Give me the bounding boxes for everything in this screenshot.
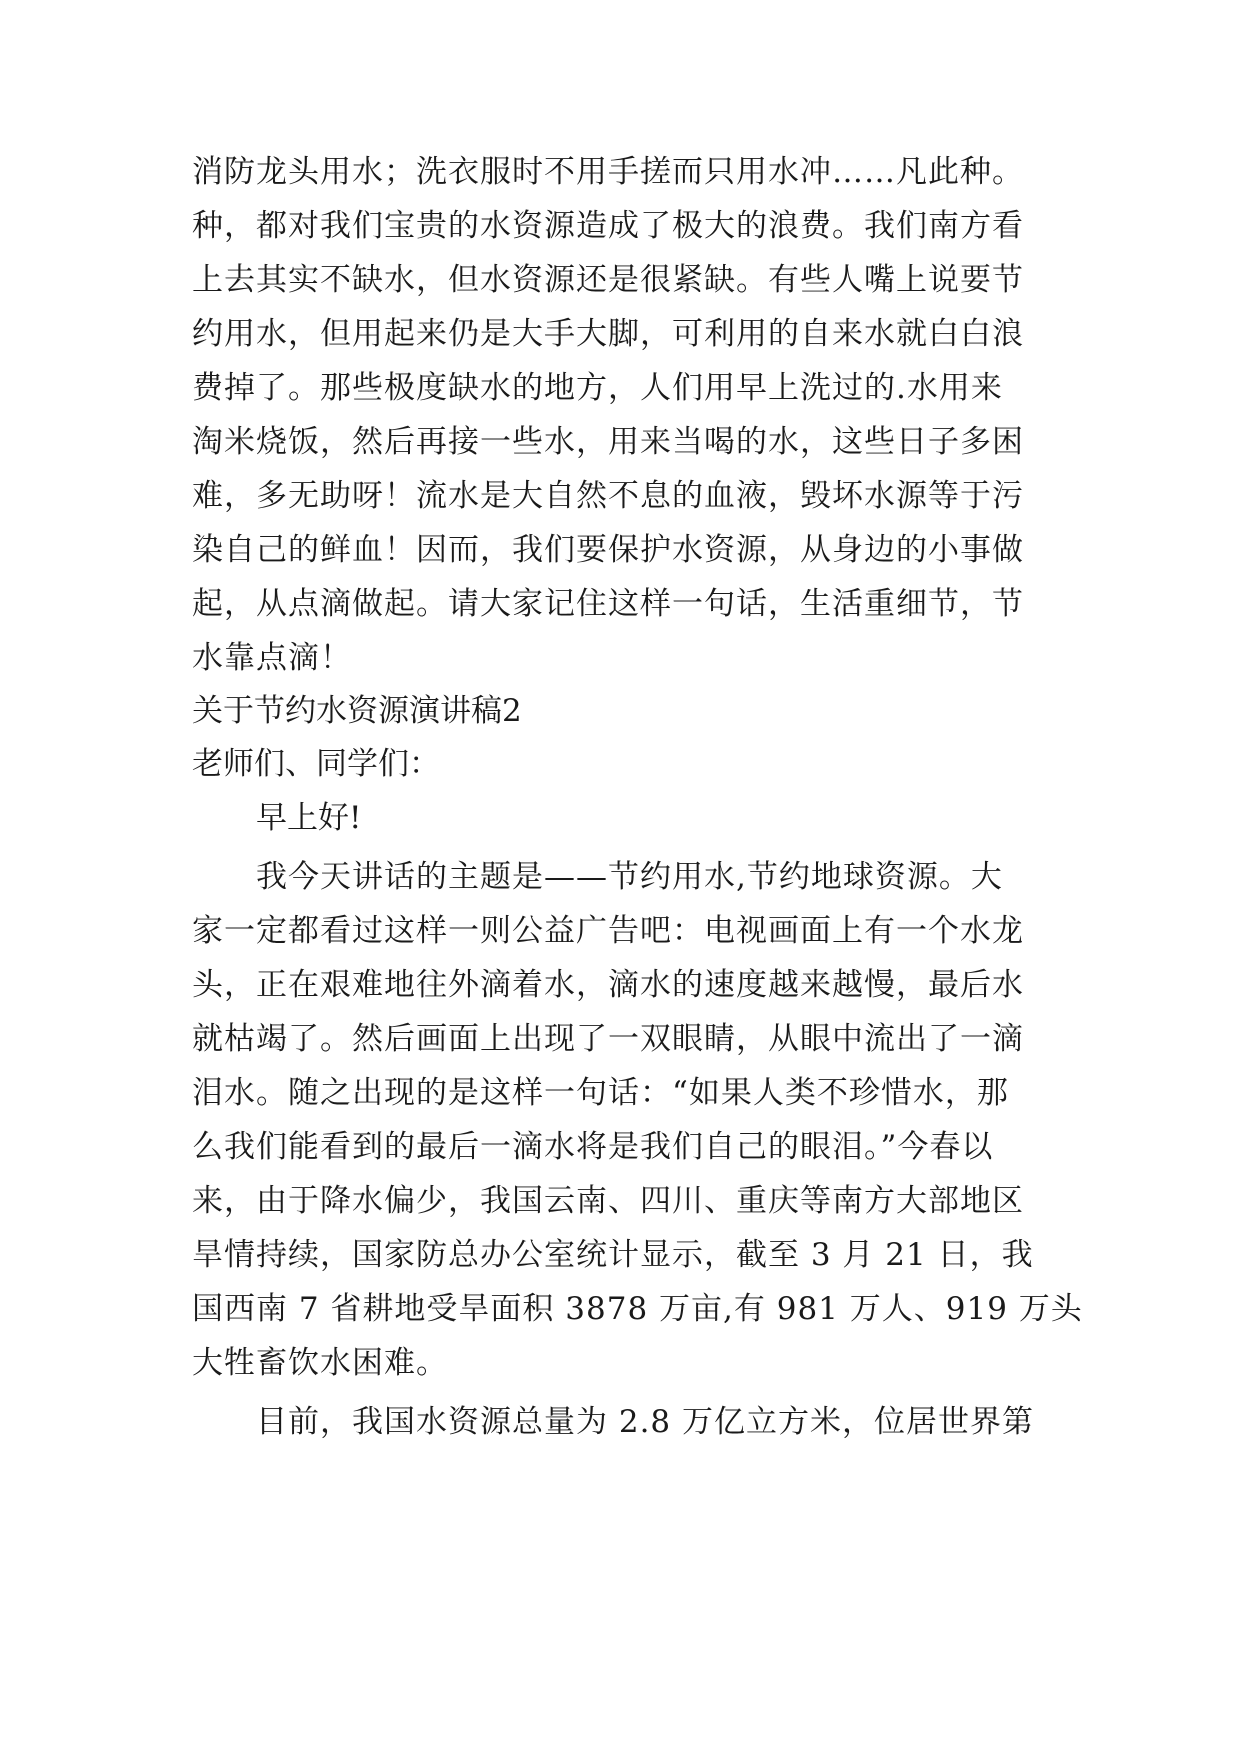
paragraph-line: 国西南 7 省耕地受旱面积 3878 万亩,有 981 万人、919 万头 [192, 1291, 1083, 1327]
paragraph-line: 费掉了。那些极度缺水的地方，人们用早上洗过的.水用来 [192, 370, 1003, 406]
section-title: 关于节约水资源演讲稿2 [192, 693, 522, 729]
paragraph-line: 难，多无助呀！流水是大自然不息的血液，毁坏水源等于污 [192, 478, 1024, 514]
paragraph-line: 目前，我国水资源总量为 2.8 万亿立方米，位居世界第 [256, 1404, 1035, 1440]
paragraph-line: 水靠点滴！ [192, 640, 352, 676]
paragraph-line: 我今天讲话的主题是——节约用水,节约地球资源。大 [256, 859, 1003, 895]
paragraph-line: 起，从点滴做起。请大家记住这样一句话，生活重细节，节 [192, 586, 1024, 622]
paragraph-line: 种，都对我们宝贵的水资源造成了极大的浪费。我们南方看 [192, 208, 1024, 244]
paragraph-line: 染自己的鲜血！因而，我们要保护水资源，从身边的小事做 [192, 532, 1024, 568]
paragraph-line: 消防龙头用水；洗衣服时不用手搓而只用水冲……凡此种。 [192, 154, 1024, 190]
paragraph-line: 家一定都看过这样一则公益广告吧：电视画面上有一个水龙 [192, 913, 1024, 949]
paragraph-line: 上去其实不缺水，但水资源还是很紧缺。有些人嘴上说要节 [192, 262, 1024, 298]
paragraph-line: 淘米烧饭，然后再接一些水，用来当喝的水，这些日子多困 [192, 424, 1024, 460]
paragraph-line: 就枯竭了。然后画面上出现了一双眼睛，从眼中流出了一滴 [192, 1021, 1024, 1057]
paragraph-line: 泪水。随之出现的是这样一句话：“如果人类不珍惜水，那 [192, 1075, 1009, 1111]
paragraph-line: 约用水，但用起来仍是大手大脚，可利用的自来水就白白浪 [192, 316, 1024, 352]
paragraph-line: 大牲畜饮水困难。 [192, 1345, 448, 1381]
paragraph-line: 么我们能看到的最后一滴水将是我们自己的眼泪。”今春以 [192, 1129, 994, 1165]
paragraph-line: 旱情持续，国家防总办公室统计显示，截至 3 月 21 日，我 [192, 1237, 1034, 1273]
paragraph-line: 来，由于降水偏少，我国云南、四川、重庆等南方大部地区 [192, 1183, 1024, 1219]
salutation: 老师们、同学们： [192, 746, 440, 782]
paragraph-line: 头，正在艰难地往外滴着水，滴水的速度越来越慢，最后水 [192, 967, 1024, 1003]
greeting: 早上好! [256, 800, 362, 836]
